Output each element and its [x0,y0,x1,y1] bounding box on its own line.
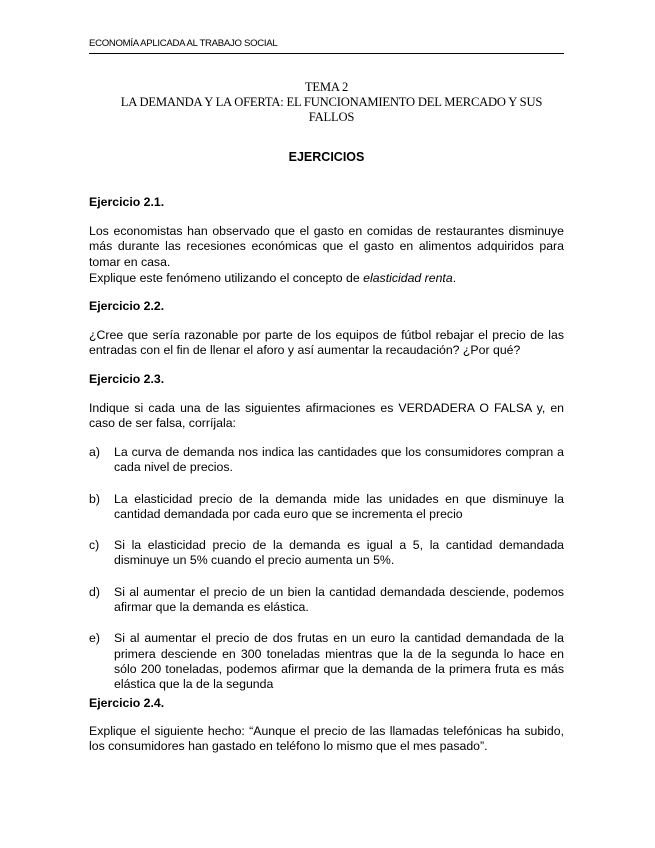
running-header: ECONOMÍA APLICADA AL TRABAJO SOCIAL [89,38,278,49]
statement-label: d) [89,584,100,599]
exercise-2-1-question [89,271,564,286]
section-title: EJERCICIOS [288,150,365,164]
statement-item [89,538,564,569]
chapter-number: TEMA 2 [304,80,349,94]
statement-item [89,585,564,616]
exercise-2-1-term: elasticidad renta [363,271,453,285]
statement-label: a) [89,445,100,459]
exercise-2-4-heading: Ejercicio 2.4. [89,696,165,710]
exercise-2-3-heading: Ejercicio 2.3. [89,372,165,386]
exercise-2-1-heading: Ejercicio 2.1. [89,195,165,209]
exercise-2-1-question-start: Explique este fenómeno utilizando el concepto de [89,271,364,285]
chapter-subtitle: LA DEMANDA Y LA OFERTA: EL FUNCIONAMIENTO DEL MERCADO Y SUS FALLOS [120,95,543,124]
statement-label: b) [89,491,100,506]
statement-item [89,445,564,476]
statement-item [89,631,564,692]
header-rule [89,53,564,54]
statement-item [89,492,564,523]
statement-label: e) [89,631,100,646]
statement-text: La elasticidad precio de la demanda mide las unidades en que disminuye la cantidad demandada por cada euro que se incrementa el precio [114,491,564,521]
statement-text: La curva de demanda nos indica las cantidades que los consumidores compran a cada nivel de precios. [114,445,564,475]
exercise-2-3-text: Indique si cada una de las siguientes afirmaciones es VERDADERA O FALSA y, en caso de ser falsa, corríjala: [89,401,564,431]
exercise-2-2-heading: Ejercicio 2.2. [89,299,165,313]
statement-label: c) [89,538,100,553]
statement-text: Si al aumentar el precio de dos frutas en un euro la cantidad demandada de la primera desciende en 300 toneladas mientras que la de la segunda lo hace en sólo 200 toneladas, podemos afirmar que la demanda de la primera fruta es más elástica que la de la segunda [114,631,564,692]
exercise-2-1-question-end: . [452,271,457,285]
statement-list [89,445,564,693]
chapter-title [89,80,564,125]
exercise-2-4-text: Explique el siguiente hecho: “Aunque el precio de las llamadas telefónicas ha subido, los consumidores han gastado en teléfono lo mismo que el mes pasado”. [89,724,564,754]
exercise-2-1-text: Los economistas han observado que el gasto en comidas de restaurantes disminuye más durante las recesiones económicas que el gasto en alimentos adquiridos para tomar en casa. [89,224,564,269]
exercise-2-2-text: ¿Cree que sería razonable por parte de los equipos de fútbol rebajar el precio de las entradas con el fin de llenar el aforo y así aumentar la recaudación? ¿Por qué? [89,328,564,358]
statement-text: Si la elasticidad precio de la demanda es igual a 5, la cantidad demandada disminuye un 5% cuando el precio aumenta un 5%. [114,538,564,568]
statement-text: Si al aumentar el precio de un bien la cantidad demandada desciende, podemos afirmar que la demanda es elástica. [114,584,564,615]
